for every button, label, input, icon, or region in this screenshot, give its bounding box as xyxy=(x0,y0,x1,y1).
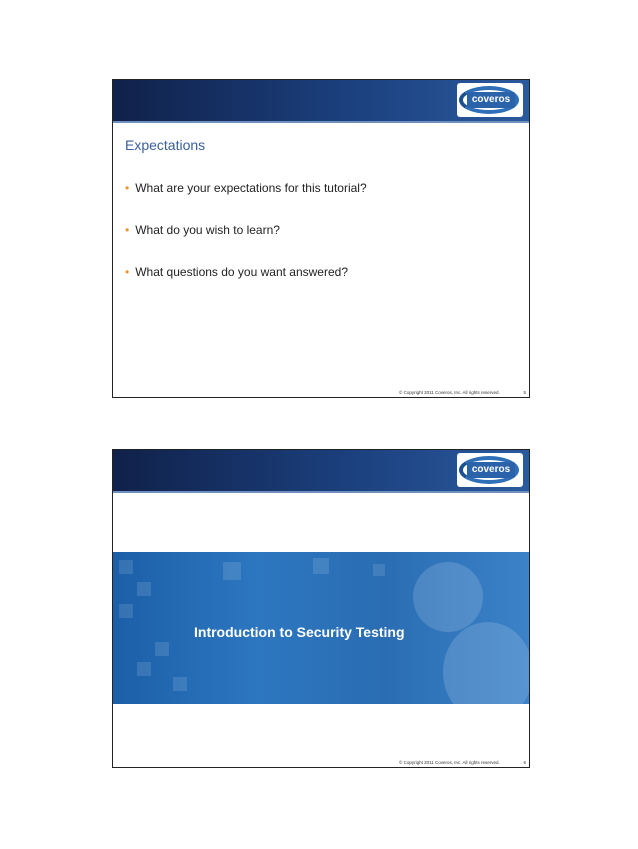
bullet-item xyxy=(125,178,367,198)
bullet-list xyxy=(125,178,367,304)
banner-tile xyxy=(173,677,187,691)
page-number: 6 xyxy=(523,760,526,765)
banner-tile xyxy=(119,604,133,618)
copyright-notice: © Copyright 2011 Coveros, Inc. All rights reserved. xyxy=(399,390,500,395)
bullet-item xyxy=(125,220,367,240)
logo-wordmark: coveros xyxy=(467,92,515,108)
coveros-logo xyxy=(457,83,523,117)
bullet-dot-icon: • xyxy=(125,181,130,195)
header-divider xyxy=(113,491,529,493)
page-number: 5 xyxy=(523,390,526,395)
bullet-dot-icon: • xyxy=(125,265,130,279)
banner-tile xyxy=(223,562,241,580)
slide-section-intro xyxy=(112,449,530,768)
coveros-logo xyxy=(457,453,523,487)
bullet-item xyxy=(125,262,367,282)
header-divider xyxy=(113,121,529,123)
slide-expectations xyxy=(112,79,530,398)
section-title: Introduction to Security Testing xyxy=(194,624,405,640)
bullet-text: What do you wish to learn? xyxy=(135,223,280,237)
banner-tile xyxy=(373,564,385,576)
banner-photo-figure xyxy=(443,622,529,704)
bullet-text: What are your expectations for this tutorial? xyxy=(135,181,367,195)
banner-tile xyxy=(155,642,169,656)
banner-tile xyxy=(137,662,151,676)
bullet-text: What questions do you want answered? xyxy=(135,265,348,279)
banner-tile xyxy=(137,582,151,596)
banner-photo-figure xyxy=(413,562,483,632)
banner-tile xyxy=(119,560,133,574)
logo-wordmark: coveros xyxy=(467,462,515,478)
slide-title: Expectations xyxy=(125,137,206,153)
copyright-notice: © Copyright 2011 Coveros, Inc. All rights reserved. xyxy=(399,760,500,765)
bullet-dot-icon: • xyxy=(125,223,130,237)
banner-tile xyxy=(313,558,329,574)
section-banner xyxy=(113,552,529,704)
